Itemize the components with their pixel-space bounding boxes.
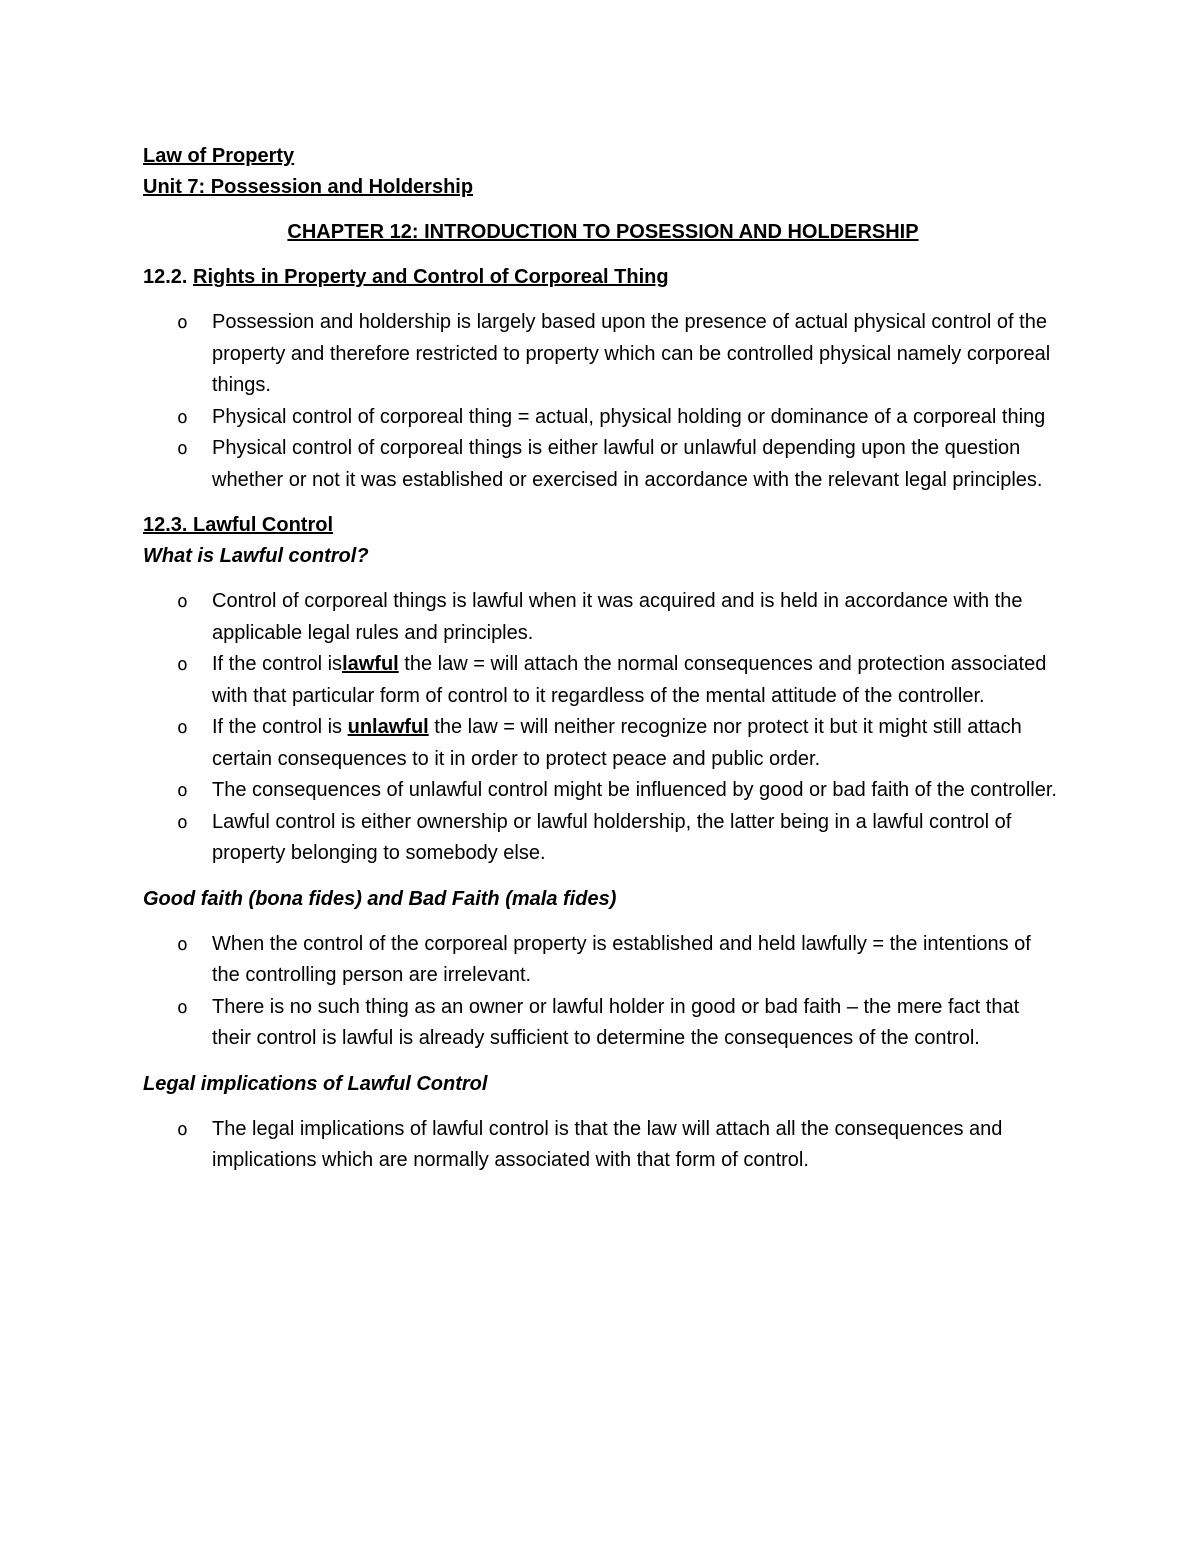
list-item (143, 1114, 1063, 1177)
section-12-2-number: 12.2. (143, 266, 188, 288)
list-item-text: Physical control of corporeal things is either lawful or unlawful depending upon the question whether or not it was established or exercised in accordance with the relevant legal principles. (212, 437, 1043, 491)
list-item (143, 712, 1063, 775)
section-12-2-heading (143, 262, 1063, 293)
list-item-text: Possession and holdership is largely based upon the presence of actual physical control of the property and therefore restricted to property which can be controlled physical namely corporeal things. (212, 311, 1051, 396)
bullet-icon: o (177, 591, 188, 612)
legal-implications-subheading: Legal implications of Lawful Control (143, 1072, 488, 1095)
unlawful-emphasis: unlawful (347, 716, 429, 738)
list-item-text-before: If the control is (212, 716, 348, 738)
list-item-text-before: If the control is (212, 653, 343, 675)
list-item-text: When the control of the corporeal property is established and held lawfully = the intentions of the controlling person are irrelevant. (212, 932, 1031, 986)
bullet-icon: o (177, 996, 188, 1018)
section-12-2-title: Rights in Property and Control of Corporeal Thing (193, 266, 669, 288)
list-item (143, 992, 1063, 1055)
list-item (143, 807, 1063, 870)
section-12-3-list (143, 586, 1063, 870)
good-faith-list (143, 929, 1063, 1055)
list-item-text: The consequences of unlawful control might be influenced by good or bad faith of the controller. (212, 779, 1057, 801)
list-item-text: Physical control of corporeal thing = actual, physical holding or dominance of a corporeal thing (212, 405, 1046, 428)
section-12-2-list (143, 307, 1063, 496)
chapter-title: CHAPTER 12: INTRODUCTION TO POSESSION AND HOLDERSHIP (287, 221, 919, 243)
bullet-icon: o (177, 717, 188, 738)
bullet-icon: o (177, 780, 188, 801)
list-item-text: Lawful control is either ownership or lawful holdership, the latter being in a lawful control of property belonging to somebody else. (212, 810, 1012, 864)
bullet-icon: o (177, 1118, 188, 1140)
list-item (143, 649, 1063, 712)
document-page (143, 141, 1063, 1177)
bullet-icon: o (177, 654, 188, 675)
bullet-icon: o (177, 933, 188, 955)
unit-title: Unit 7: Possession and Holdership (143, 176, 474, 198)
list-item-text-after: the law = will attach the normal consequences and protection associated with that particular form of control to it regardless of the mental attitude of the controller. (212, 653, 1047, 707)
list-item-text: Control of corporeal things is lawful when it was acquired and is held in accordance with the applicable legal rules and principles. (212, 590, 1023, 644)
list-item (143, 586, 1063, 649)
good-faith-subheading: Good faith (bona fides) and Bad Faith (mala fides) (143, 887, 617, 910)
bullet-icon: o (177, 312, 188, 333)
legal-implications-list (143, 1114, 1063, 1177)
bullet-icon: o (177, 406, 188, 428)
list-item (143, 775, 1063, 807)
bullet-icon: o (177, 438, 188, 459)
list-item (143, 402, 1063, 434)
section-12-3-title: 12.3. Lawful Control (143, 514, 334, 536)
section-12-3-heading (143, 510, 1063, 541)
lawful-emphasis: lawful (342, 653, 399, 675)
list-item-text: There is no such thing as an owner or lawful holder in good or bad faith – the mere fact that their control is lawful is already sufficient to determine the consequences of the control. (212, 995, 1020, 1049)
list-item (143, 929, 1063, 992)
list-item (143, 307, 1063, 402)
bullet-icon: o (177, 811, 188, 833)
list-item (143, 433, 1063, 496)
document-title: Law of Property (143, 145, 295, 167)
list-item-text: The legal implications of lawful control is that the law will attach all the consequences and implications which are normally associated with that form of control. (212, 1117, 1003, 1171)
lawful-control-subheading: What is Lawful control? (143, 545, 369, 567)
list-item-text-after: the law = will neither recognize nor protect it but it might still attach certain consequences to it in order to protect peace and public order. (212, 716, 1022, 770)
